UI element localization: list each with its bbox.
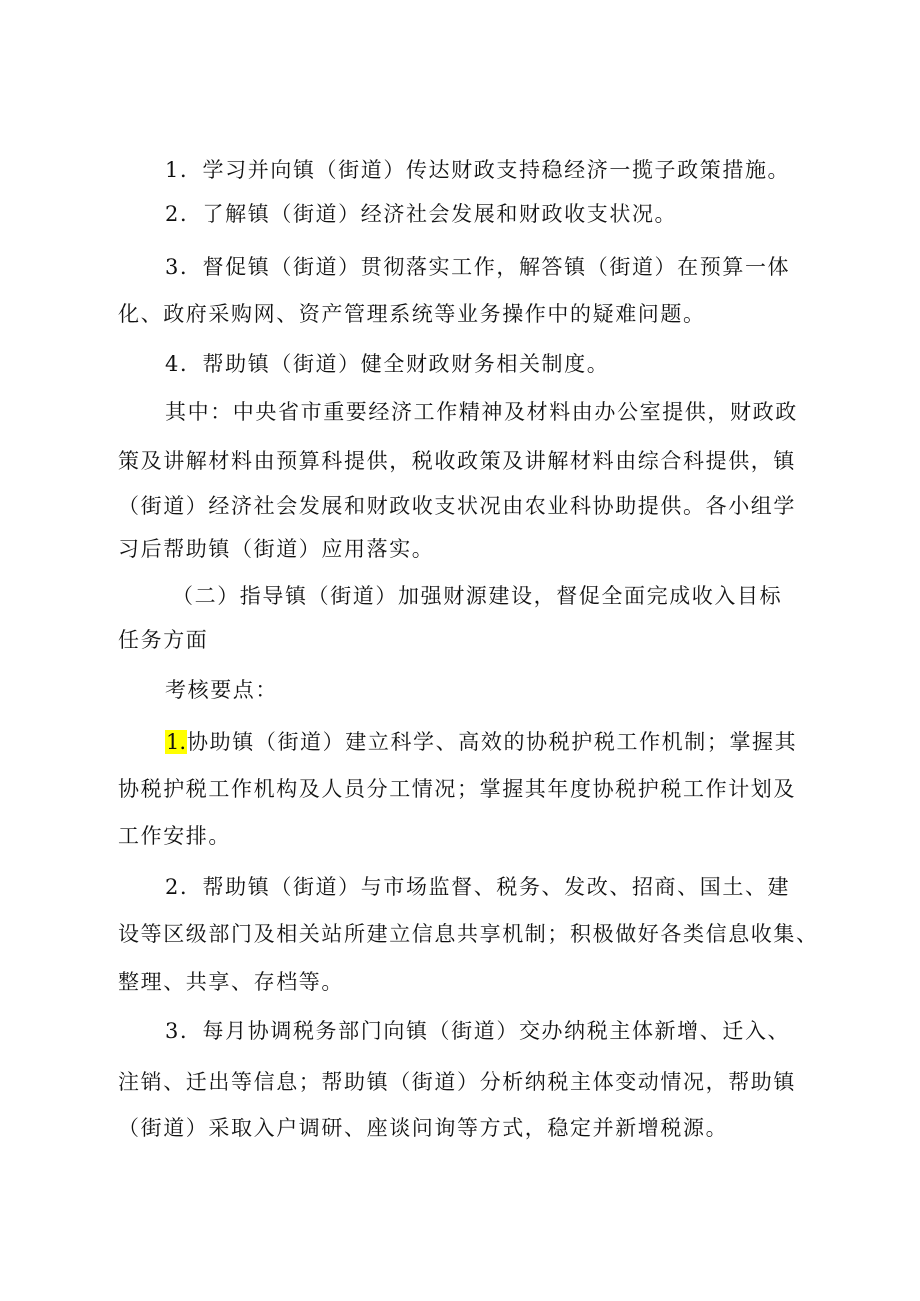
highlighted-number: 1. [166,730,187,754]
text-line: 3．每月协调税务部门向镇（街道）交办纳税主体新增、迁入、 [165,1019,791,1043]
text-line: 注销、迁出等信息；帮助镇（街道）分析纳税主体变动情况，帮助镇 [118,1070,796,1094]
text-line: 工作安排。 [118,824,231,848]
paragraph-item-4 [0,340,920,388]
text-line: 2．了解镇（街道）经济社会发展和财政收支状况。 [165,202,678,226]
section-heading [0,572,920,620]
section-heading-cont [0,616,920,664]
paragraph-note [0,388,920,436]
assessment-item-1-cont-1 [0,765,920,813]
text-line: 策及讲解材料由预算科提供，税收政策及讲解材料由综合科提供，镇 [118,449,796,473]
text-line: 其中：中央省市重要经济工作精神及材料由办公室提供，财政政 [165,400,798,424]
assessment-item-1-cont-2 [0,812,920,860]
assessment-item-3-cont-2 [0,1104,920,1152]
text-line: （二）指导镇（街道）加强财源建设，督促全面完成收入目标 [172,584,783,608]
assessment-item-2-cont-2 [0,958,920,1006]
paragraph-note-cont-2 [0,482,920,530]
text-line: 1．学习并向镇（街道）传达财政支持稳经济一揽子政策措施。 [165,158,791,182]
text-line: 设等区级部门及相关站所建立信息共享机制；积极做好各类信息收集、 [118,922,819,946]
text-line: 考核要点： [165,678,278,702]
text-line: 4．帮助镇（街道）健全财政财务相关制度。 [165,352,610,376]
assessment-item-3-cont-1 [0,1058,920,1106]
assessment-item-2-cont-1 [0,910,920,958]
paragraph-item-1 [0,146,920,194]
paragraph-item-3-cont [0,290,920,338]
text-line: 协税护税工作机构及人员分工情况；掌握其年度协税护税工作计划及 [118,777,796,801]
assessment-label [0,666,920,714]
text-line: （街道）经济社会发展和财政收支状况由农业科协助提供。各小组学 [118,494,796,518]
paragraph-note-cont-1 [0,437,920,485]
text-line: 任务方面 [118,628,209,652]
paragraph-item-3 [0,243,920,291]
text-line: 协助镇（街道）建立科学、高效的协税护税工作机制；掌握其 [187,730,798,754]
text-line: 3．督促镇（街道）贯彻落实工作，解答镇（街道）在预算一体 [165,255,791,279]
text-line: 整理、共享、存档等。 [118,970,344,994]
text-line: 2．帮助镇（街道）与市场监督、税务、发改、招商、国土、建 [165,875,791,899]
text-line: 化、政府采购网、资产管理系统等业务操作中的疑难问题。 [118,302,706,326]
text-line: 习后帮助镇（街道）应用落实。 [118,537,435,561]
assessment-item-3 [0,1007,920,1055]
paragraph-item-2 [0,190,920,238]
paragraph-note-cont-3 [0,525,920,573]
assessment-item-2 [0,863,920,911]
assessment-item-1 [0,718,920,766]
text-line: （街道）采取入户调研、座谈问询等方式，稳定并新增税源。 [118,1116,729,1140]
